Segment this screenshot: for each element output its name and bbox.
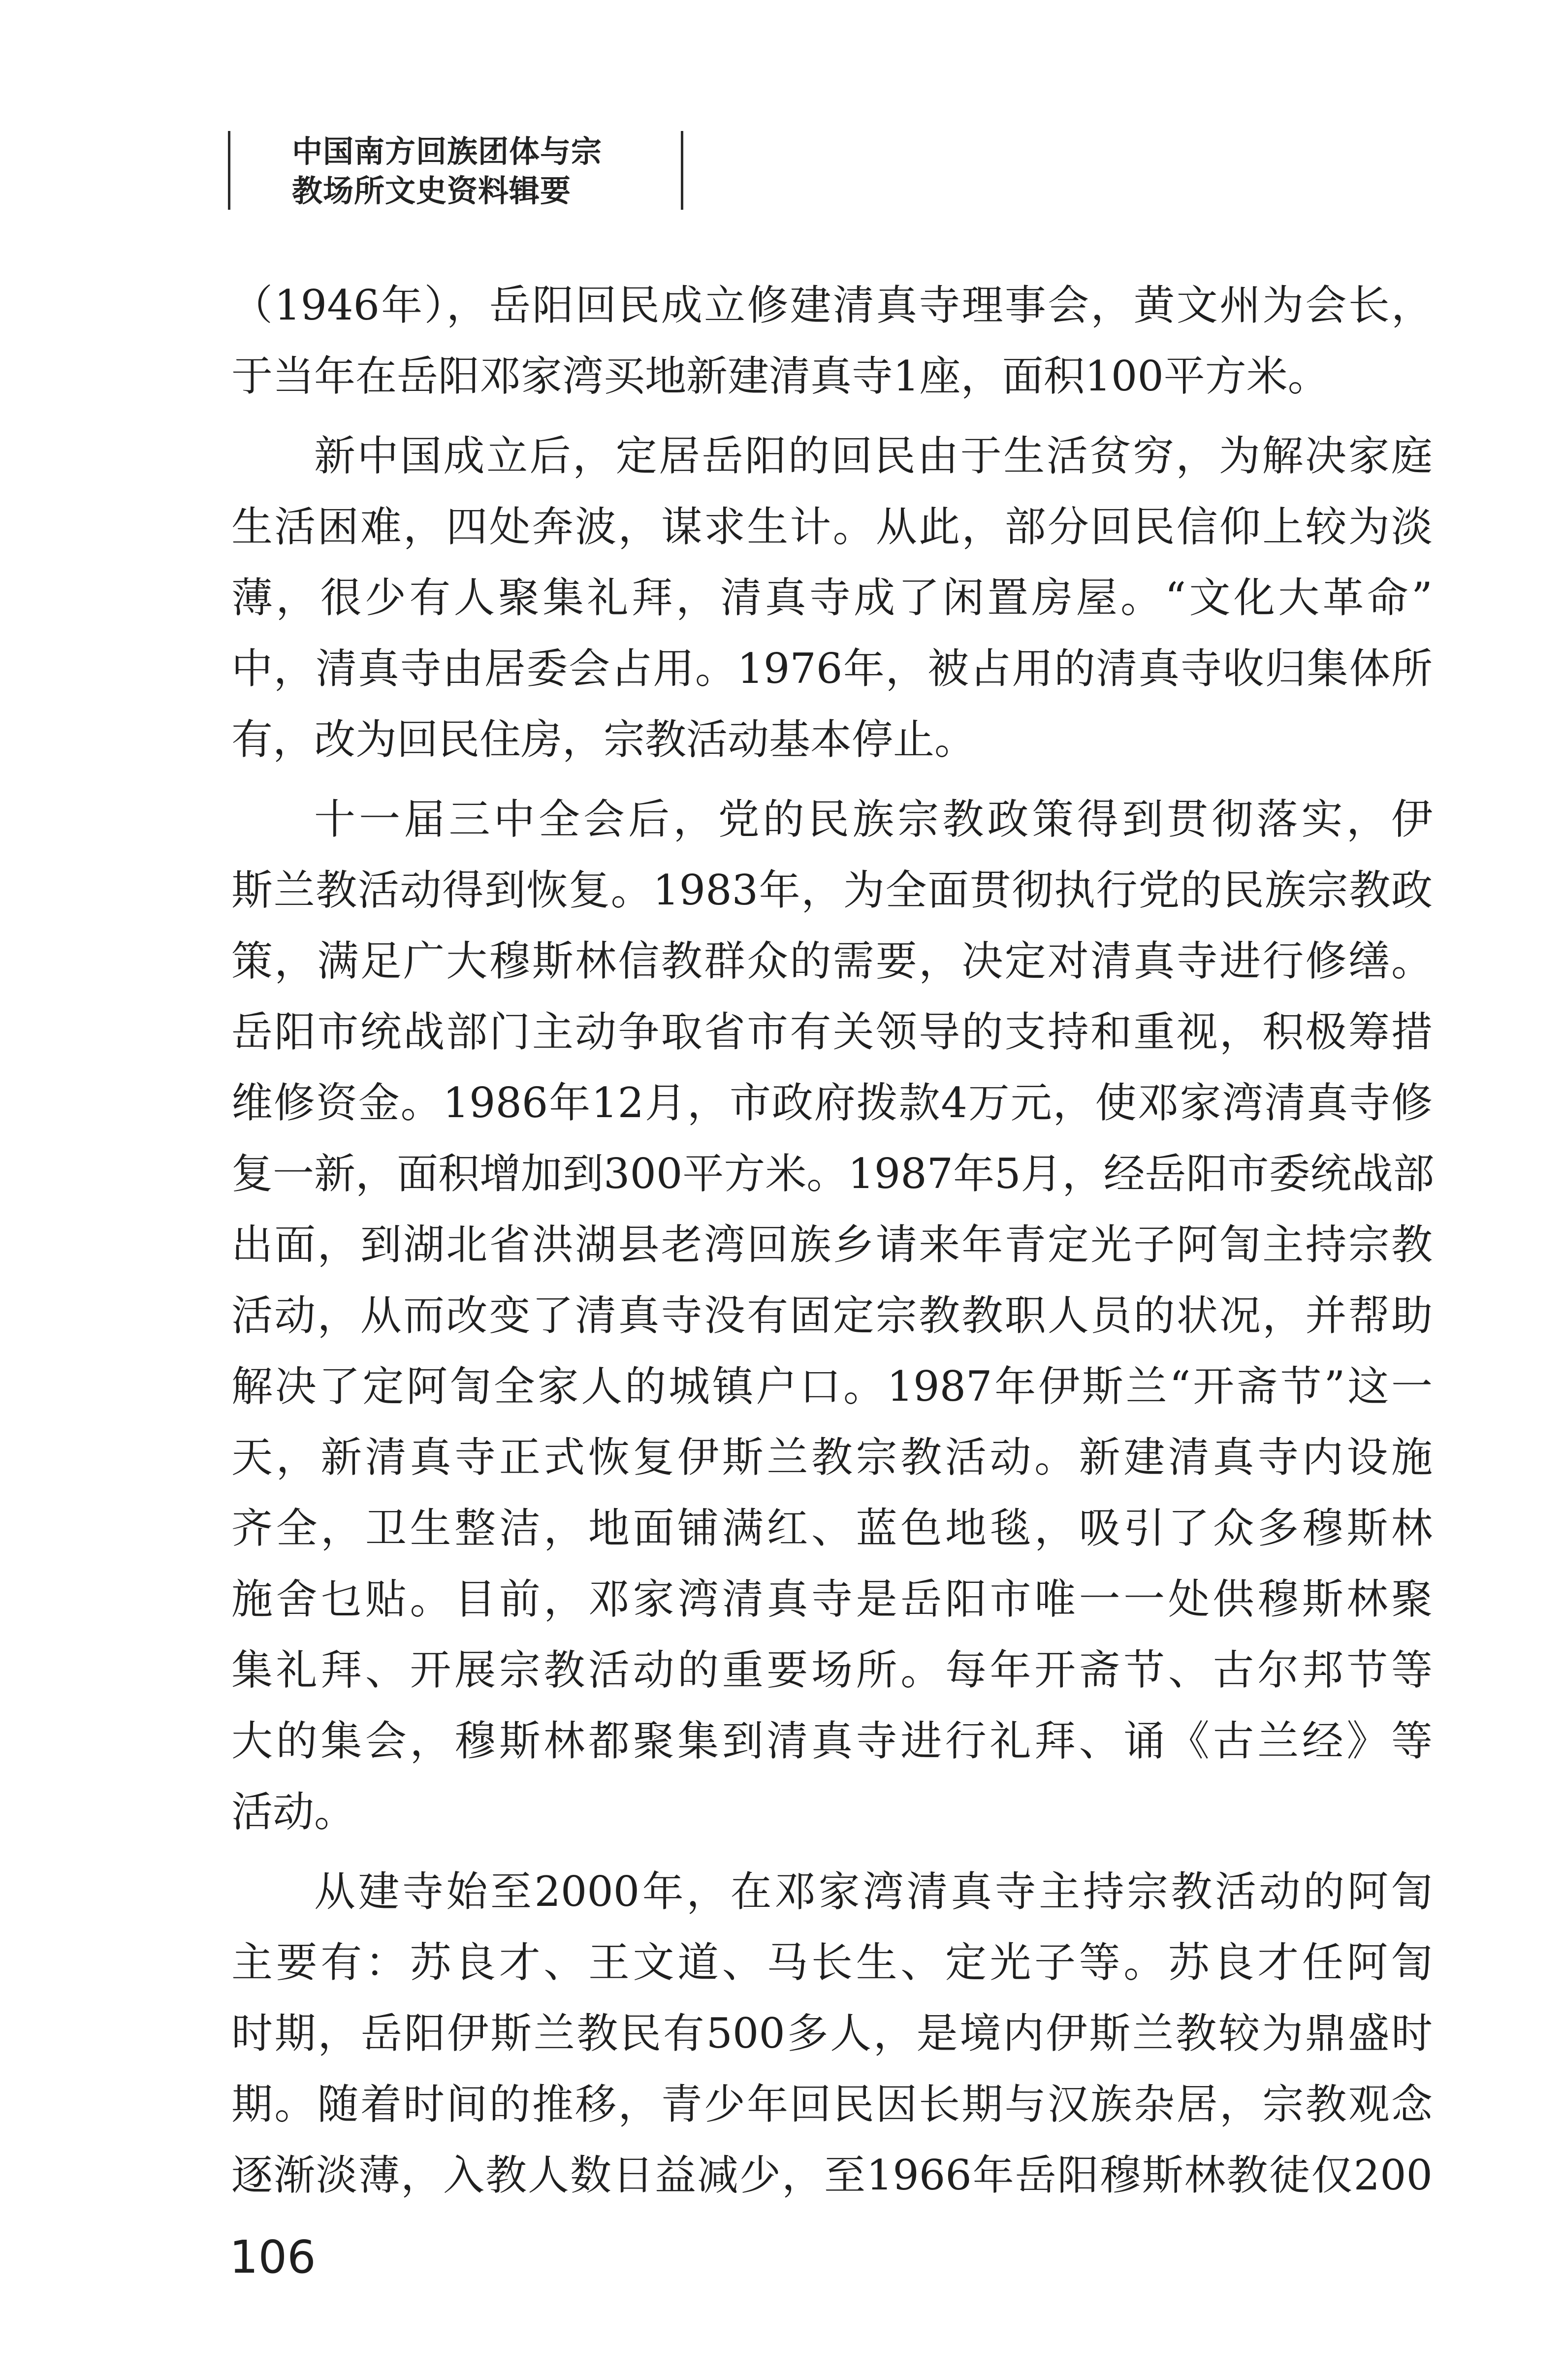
text-line: 集礼拜、开展宗教活动的重要场所。每年开斋节、古尔邦节等 (231, 1646, 1433, 1694)
header-left-rule (228, 131, 230, 210)
text-line: 主要有：苏良才、王文道、马长生、定光子等。苏良才任阿訇 (231, 1938, 1433, 1987)
text-line: 出面，到湖北省洪湖县老湾回族乡请来年青定光子阿訇主持宗教 (231, 1221, 1433, 1269)
text-line: 大的集会，穆斯林都聚集到清真寺进行礼拜、诵《古兰经》等 (231, 1717, 1433, 1765)
body-text (231, 270, 1433, 2211)
paragraph-gap (231, 775, 1433, 784)
text-line: 薄，很少有人聚集礼拜，清真寺成了闲置房屋。“文化大革命” (231, 574, 1433, 622)
text-line: 新中国成立后，定居岳阳的回民由于生活贫穷，为解决家庭 (314, 432, 1433, 480)
paragraph (231, 1856, 1433, 2211)
text-line: 从建寺始至2000年，在邓家湾清真寺主持宗教活动的阿訇 (314, 1867, 1433, 1916)
text-line: 十一届三中全会后，党的民族宗教政策得到贯彻落实，伊 (314, 795, 1433, 843)
header-title-line-2: 教场所文史资料辑要 (292, 173, 572, 209)
text-line: 施舍乜贴。目前，邓家湾清真寺是岳阳市唯一一处供穆斯林聚 (231, 1575, 1433, 1623)
paragraph-gap (231, 412, 1433, 420)
text-line: 复一新，面积增加到300平方米。1987年5月，经岳阳市委统战部 (231, 1150, 1435, 1198)
text-line: （1946年），岳阳回民成立修建清真寺理事会，黄文州为会长， (231, 281, 1433, 329)
paragraph-gap (231, 1847, 1433, 1856)
text-line: 天，新清真寺正式恢复伊斯兰教宗教活动。新建清真寺内设施 (231, 1433, 1433, 1481)
paragraph (231, 784, 1433, 1847)
page-number: 106 (229, 2231, 316, 2284)
paragraph (231, 420, 1433, 775)
text-line: 有，改为回民住房，宗教活动基本停止。 (231, 715, 976, 764)
header-right-rule (681, 131, 683, 210)
header-title (292, 132, 602, 211)
paragraph (231, 270, 1433, 412)
text-line: 中，清真寺由居委会占用。1976年，被占用的清真寺收归集体所 (231, 644, 1433, 693)
text-line: 齐全，卫生整洁，地面铺满红、蓝色地毯，吸引了众多穆斯林 (231, 1504, 1433, 1552)
text-line: 活动。 (231, 1788, 356, 1836)
text-line: 斯兰教活动得到恢复。1983年，为全面贯彻执行党的民族宗教政 (231, 866, 1433, 914)
text-line: 于当年在岳阳邓家湾买地新建清真寺1座，面积100平方米。 (231, 352, 1329, 400)
text-line: 期。随着时间的推移，青少年回民因长期与汉族杂居，宗教观念 (231, 2080, 1433, 2128)
text-line: 维修资金。1986年12月，市政府拨款4万元，使邓家湾清真寺修 (231, 1079, 1433, 1127)
text-line: 解决了定阿訇全家人的城镇户口。1987年伊斯兰“开斋节”这一 (231, 1362, 1433, 1411)
text-line: 策，满足广大穆斯林信教群众的需要，决定对清真寺进行修缮。 (231, 937, 1433, 985)
text-line: 时期，岳阳伊斯兰教民有500多人，是境内伊斯兰教较为鼎盛时 (231, 2009, 1433, 2058)
text-line: 生活困难，四处奔波，谋求生计。从此，部分回民信仰上较为淡 (231, 503, 1433, 551)
header-title-line-1: 中国南方回族团体与宗 (292, 133, 603, 169)
text-line: 逐渐淡薄，入教人数日益减少，至1966年岳阳穆斯林教徒仅200 (231, 2151, 1433, 2199)
running-header (228, 131, 686, 210)
text-line: 活动，从而改变了清真寺没有固定宗教教职人员的状况，并帮助 (231, 1291, 1433, 1340)
text-line: 岳阳市统战部门主动争取省市有关领导的支持和重视，积极筹措 (231, 1008, 1433, 1056)
